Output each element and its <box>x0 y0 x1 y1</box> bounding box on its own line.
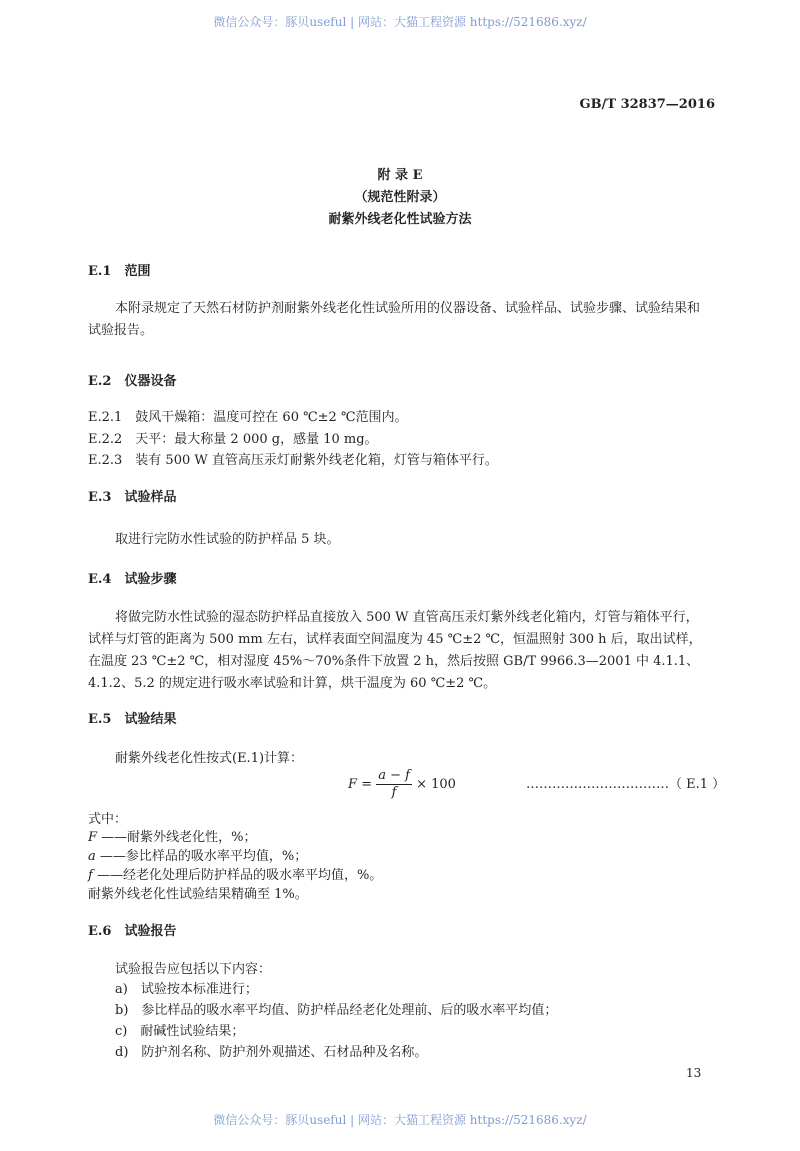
appendix-type: （规范性附录） <box>354 190 446 205</box>
list-item: E.2.1 鼓风干燥箱：温度可控在 60 ℃±2 ℃范围内。 <box>88 410 408 425</box>
appendix-title: 耐紫外线老化性试验方法 <box>328 212 472 227</box>
formula <box>348 768 456 801</box>
where-label: 式中： <box>88 812 128 827</box>
variable-definition <box>88 829 257 847</box>
paragraph-e3: 取进行完防水性试验的防护样品 5 块。 <box>115 532 340 547</box>
formula-intro: 耐紫外线老化性按式(E.1)计算： <box>115 751 304 766</box>
heading-e2: E.2 仪器设备 <box>88 374 177 389</box>
list-item: E.2.3 装有 500 W 直管高压汞灯耐紫外线老化箱，灯管与箱体平行。 <box>88 453 498 468</box>
heading-e5: E.5 试验结果 <box>88 712 177 727</box>
formula-tail: × 100 <box>416 777 456 792</box>
variable-symbol: a <box>88 849 96 864</box>
watermark-top: 微信公众号：豚贝useful | 网站：大猫工程资源 https://521686.xyz/ <box>213 15 587 29</box>
formula-fraction <box>376 768 412 801</box>
variable-desc: ——参比样品的吸水率平均值，%； <box>99 849 308 864</box>
heading-e3: E.3 试验样品 <box>88 490 177 505</box>
formula-denominator: f <box>391 785 397 800</box>
watermark-bottom: 微信公众号：豚贝useful | 网站：大猫工程资源 https://521686.xyz/ <box>213 1113 587 1127</box>
page-number: 13 <box>686 1066 702 1080</box>
variable-symbol: F <box>88 830 98 845</box>
variable-symbol: f <box>88 868 93 883</box>
variable-definition <box>88 848 307 866</box>
standard-number: GB/T 32837—2016 <box>579 97 715 112</box>
heading-e6: E.6 试验报告 <box>88 924 177 939</box>
variable-desc: ——耐紫外线老化性，%； <box>101 830 257 845</box>
paragraph-e1: 本附录规定了天然石材防护剂耐紫外线老化性试验所用的仪器设备、试验样品、试验步骤、试验结果和试验报告。 <box>88 301 701 338</box>
variable-definition <box>88 867 382 885</box>
formula-numerator: a − f <box>378 768 410 783</box>
list-item: a) 试验按本标准进行； <box>115 982 258 997</box>
formula-reference: ……………………………（ E.1 ） <box>526 777 726 792</box>
heading-e1: E.1 范围 <box>88 264 151 279</box>
formula-lhs: F = <box>348 777 373 792</box>
list-item: b) 参比样品的吸水率平均值、防护样品经老化处理前、后的吸水率平均值； <box>115 1003 558 1018</box>
paragraph-e4: 将做完防水性试验的湿态防护样品直接放入 500 W 直管高压汞灯紫外线老化箱内，灯管与箱体平行，试样与灯管的距离为 500 mm 左右，试样表面空间温度为 45 ℃±2 ℃，恒温照射 300 h 后，取出试样，在温度 23 ℃±2 ℃，相对湿度 45%～70%条件下放置 2 h，然后按照 GB/T 9966.3—2001 中 4.1.1、4.1.2、5.2 的规定进行吸水率试验和计算，烘干温度为 60 ℃±2 ℃。 <box>88 610 702 691</box>
heading-e4: E.4 试验步骤 <box>88 572 177 587</box>
appendix-label: 附 录 E <box>377 168 423 183</box>
list-item: E.2.2 天平：最大称量 2 000 g，感量 10 mg。 <box>88 432 378 447</box>
precision-note: 耐紫外线老化性试验结果精确至 1%。 <box>88 887 308 902</box>
list-item: d) 防护剂名称、防护剂外观描述、石材品种及名称。 <box>115 1045 428 1060</box>
report-intro: 试验报告应包括以下内容： <box>115 962 272 977</box>
variable-desc: ——经老化处理后防护样品的吸水率平均值，%。 <box>96 868 383 883</box>
list-item: c) 耐碱性试验结果； <box>115 1024 245 1039</box>
